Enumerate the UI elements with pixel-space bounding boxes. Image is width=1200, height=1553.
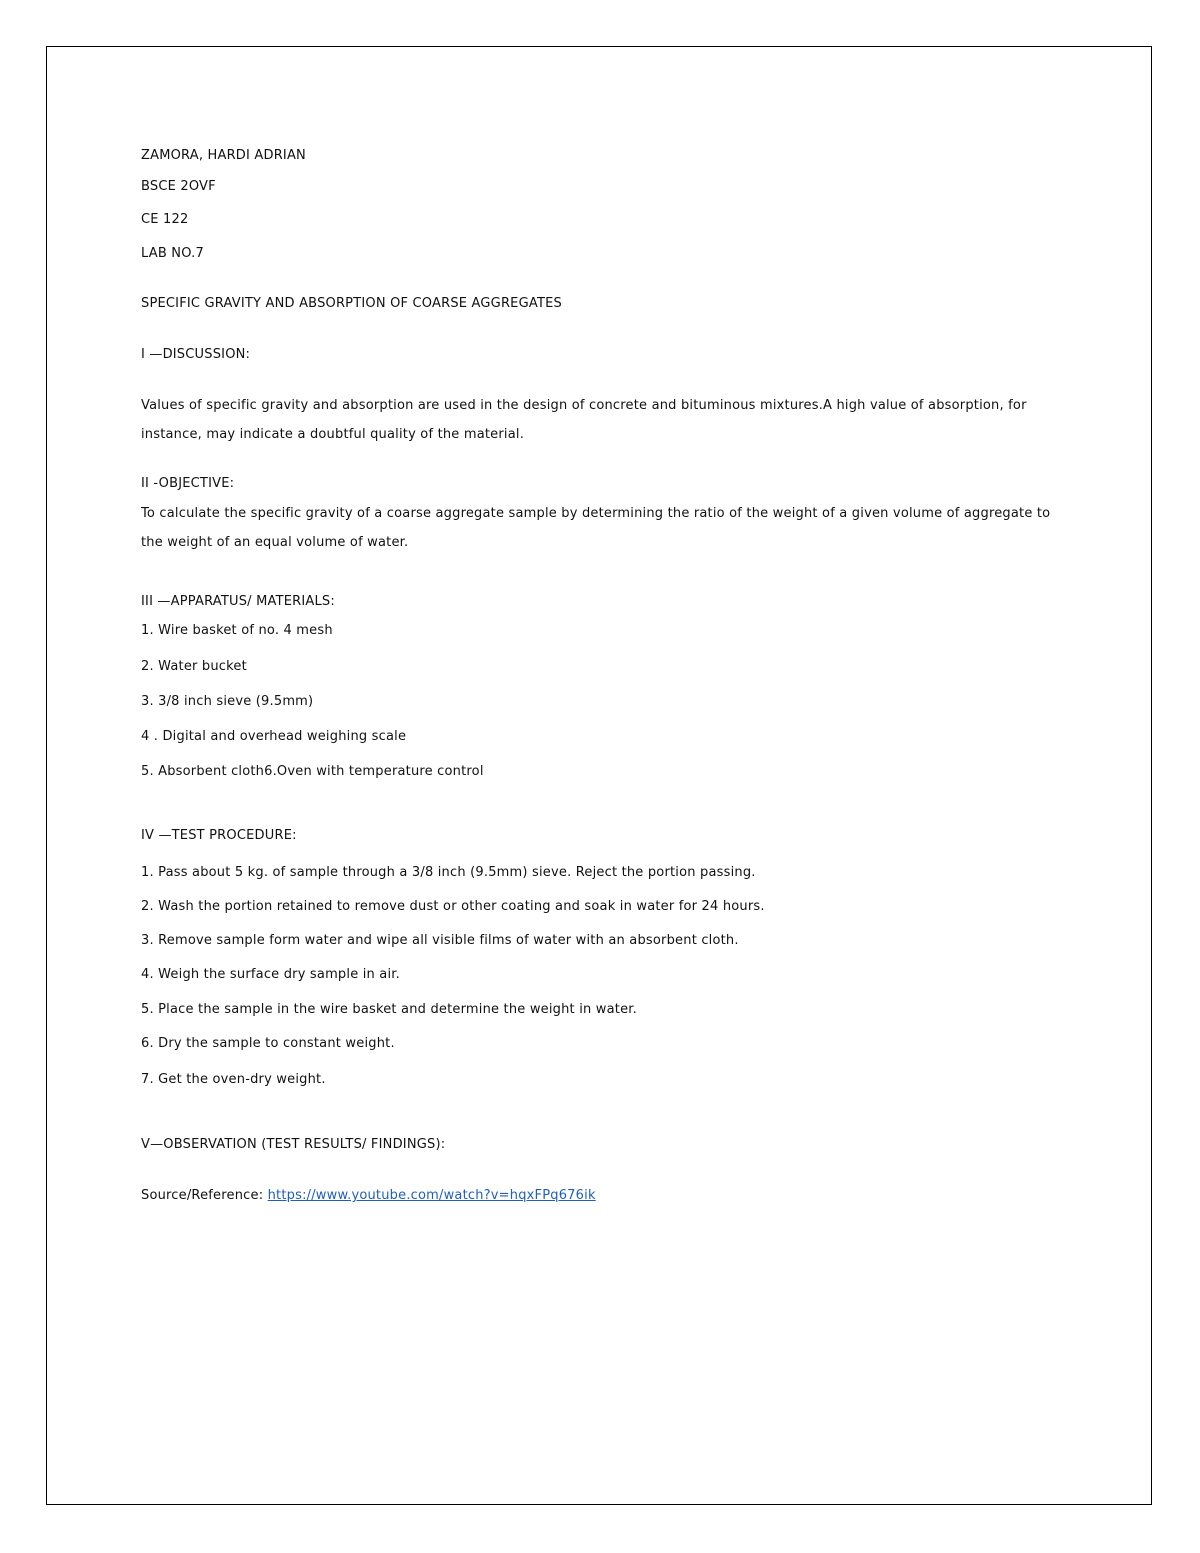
discussion-body: Values of specific gravity and absorption are used in the design of concrete and bituminous mixtures.A high value of absorption, for instance, may indicate a doubtful quality of the material. <box>141 398 1027 442</box>
procedure-step: 5. Place the sample in the wire basket and determine the weight in water. <box>141 1002 637 1017</box>
lab-number: LAB NO.7 <box>141 246 204 261</box>
objective-heading: II -OBJECTIVE: <box>141 476 235 491</box>
student-section: BSCE 2OVF <box>141 179 216 194</box>
apparatus-item: 1. Wire basket of no. 4 mesh <box>141 623 333 638</box>
procedure-step: 4. Weigh the surface dry sample in air. <box>141 967 400 982</box>
course-code: CE 122 <box>141 212 189 227</box>
apparatus-item: 3. 3/8 inch sieve (9.5mm) <box>141 694 314 709</box>
source-link[interactable]: https://www.youtube.com/watch?v=hqxFPq676ik <box>267 1188 596 1203</box>
source-label: Source/Reference: <box>141 1188 268 1203</box>
observation-heading: V—OBSERVATION (TEST RESULTS/ FINDINGS): <box>141 1137 446 1152</box>
document-title: SPECIFIC GRAVITY AND ABSORPTION OF COARSE AGGREGATES <box>141 296 562 311</box>
procedure-step: 2. Wash the portion retained to remove dust or other coating and soak in water for 24 hours. <box>141 899 765 914</box>
procedure-step: 6. Dry the sample to constant weight. <box>141 1036 395 1051</box>
source-reference <box>141 1186 596 1206</box>
student-name: ZAMORA, HARDI ADRIAN <box>141 148 306 163</box>
procedure-step: 7. Get the oven-dry weight. <box>141 1072 326 1087</box>
discussion-heading: I —DISCUSSION: <box>141 347 251 362</box>
procedure-heading: IV —TEST PROCEDURE: <box>141 828 297 843</box>
objective-body: To calculate the specific gravity of a coarse aggregate sample by determining the ratio of the weight of a given volume of aggregate to the weight of an equal volume of water. <box>141 506 1051 550</box>
apparatus-item: 5. Absorbent cloth6.Oven with temperature control <box>141 764 484 779</box>
procedure-step: 1. Pass about 5 kg. of sample through a 3/8 inch (9.5mm) sieve. Reject the portion passing. <box>141 865 756 880</box>
apparatus-item: 2. Water bucket <box>141 659 247 674</box>
procedure-step: 3. Remove sample form water and wipe all visible films of water with an absorbent cloth. <box>141 933 739 948</box>
apparatus-item: 4 . Digital and overhead weighing scale <box>141 729 407 744</box>
apparatus-heading: III —APPARATUS/ MATERIALS: <box>141 594 335 609</box>
